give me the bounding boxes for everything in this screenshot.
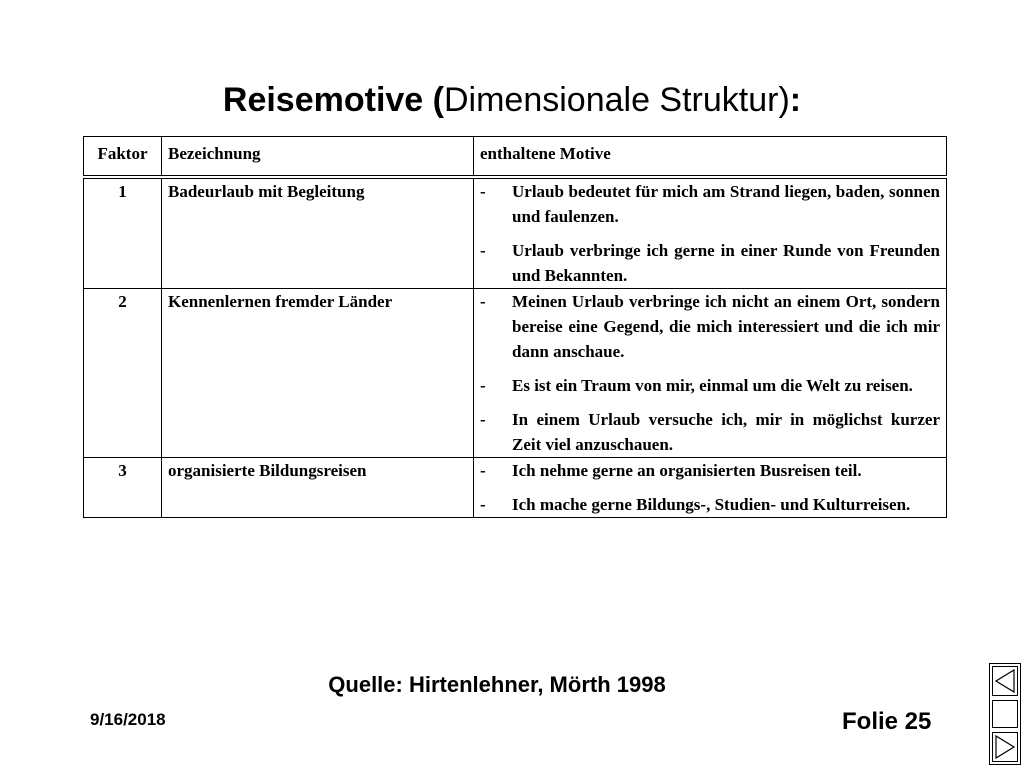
slide-title-colon: : (789, 81, 802, 119)
slide-title-normal: Dimensionale Struktur) (443, 81, 790, 119)
motive-item (480, 492, 940, 517)
motive-text: Es ist ein Traum von mir, einmal um die Welt zu reisen. (512, 376, 913, 395)
previous-slide-button[interactable] (992, 666, 1018, 696)
motive-text: In einem Urlaub versuche ich, mir in möglichst kurzer Zeit viel anzuschauen. (512, 410, 940, 454)
next-slide-button[interactable] (992, 732, 1018, 762)
table-row (84, 177, 947, 289)
motives-cell (474, 458, 947, 518)
motive-item (480, 373, 940, 398)
triangle-left-icon (993, 667, 1017, 695)
slide-number: Folie 25 (842, 708, 932, 735)
source-citation: Quelle: Hirtenlehner, Mörth 1998 (328, 672, 666, 697)
motive-bullet: - (480, 376, 486, 395)
slide-navigation (989, 663, 1021, 765)
motive-bullet: - (480, 461, 486, 480)
slide-date: 9/16/2018 (90, 710, 166, 729)
motive-text: Ich mache gerne Bildungs-, Studien- und Kulturreisen. (512, 495, 911, 514)
factor-cell: 3 (84, 458, 162, 518)
table-row (84, 289, 947, 458)
motive-item (480, 458, 940, 483)
slide-menu-button[interactable] (992, 700, 1018, 728)
slide-title (0, 78, 1024, 122)
motive-bullet: - (480, 292, 486, 311)
table-row (84, 458, 947, 518)
header-label: Bezeichnung (162, 137, 474, 178)
motive-item (480, 289, 940, 364)
motives-cell (474, 289, 947, 458)
header-factor: Faktor (84, 137, 162, 178)
motive-text: Meinen Urlaub verbringe ich nicht an einem Ort, sondern bereise eine Gegend, die mich interessiert und die ich mir dann anschaue. (512, 292, 940, 361)
motive-text: Ich nehme gerne an organisierten Busreisen teil. (512, 461, 862, 480)
table-header-row (84, 137, 947, 178)
motive-text: Urlaub verbringe ich gerne in einer Runde von Freunden und Bekannten. (512, 241, 940, 285)
factor-cell: 2 (84, 289, 162, 458)
motive-item (480, 179, 940, 229)
motive-bullet: - (480, 241, 486, 260)
motive-bullet: - (480, 495, 486, 514)
triangle-right-icon (993, 733, 1017, 761)
label-cell: Kennenlernen fremder Länder (162, 289, 474, 458)
label-cell: Badeurlaub mit Begleitung (162, 177, 474, 289)
motive-bullet: - (480, 182, 486, 201)
factor-cell: 1 (84, 177, 162, 289)
motives-cell (474, 177, 947, 289)
header-motives: enthaltene Motive (474, 137, 947, 178)
label-cell: organisierte Bildungsreisen (162, 458, 474, 518)
motive-item (480, 407, 940, 457)
motive-text: Urlaub bedeutet für mich am Strand liegen, baden, sonnen und faulenzen. (512, 182, 940, 226)
motives-table (83, 136, 947, 518)
motive-item (480, 238, 940, 288)
motive-bullet: - (480, 410, 486, 429)
slide-title-bold: Reisemotive ( (222, 81, 444, 119)
